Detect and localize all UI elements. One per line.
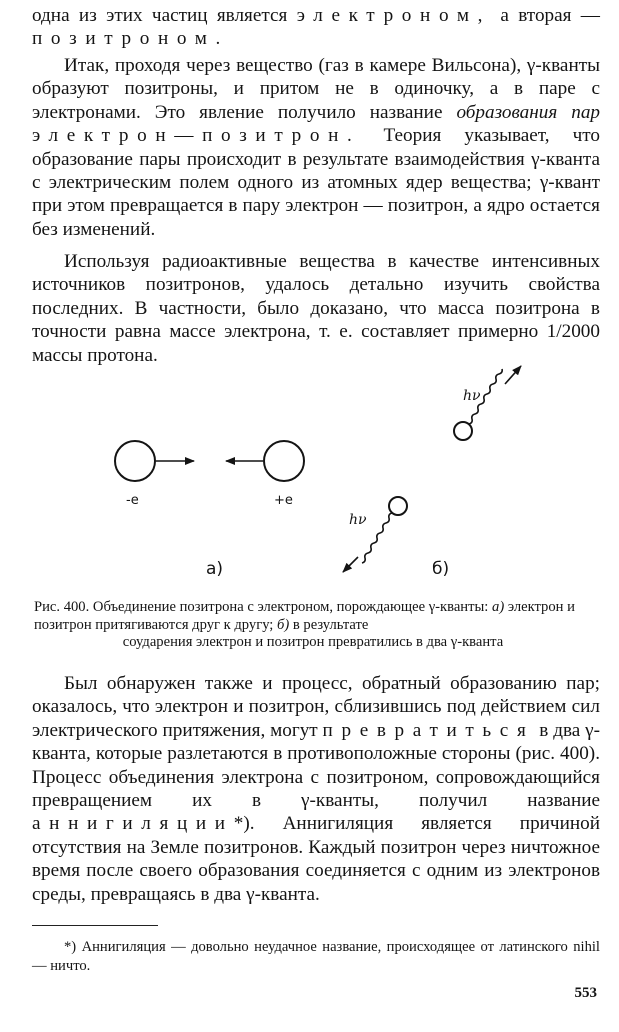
figure-part-b-label: б) (432, 559, 450, 579)
footnote (32, 938, 600, 976)
paragraph-1-spaced-word-2: позитроном. (32, 28, 229, 50)
paragraph-4-text-3: *). Аннигиляция является причиной отсутствия на Земле позитронов. Каждый позитрон через ничтожное время после своего образования соединяется с одним из электронов среды, превращаясь в два γ-кванта. (32, 813, 600, 905)
page-number: 553 (574, 985, 597, 1001)
footnote-divider (32, 925, 158, 926)
figure-part-a-label: а) (206, 559, 224, 579)
electron-circle (115, 441, 155, 481)
caption-a-text: электрон и позитрон притягиваются друг к другу; (34, 599, 575, 633)
paragraph-4-text-2: в два γ-кванта, которые разлетаются в противоположные стороны (рис. 400). Процесс объединения электрона с позитроном, сопровождающийся превращением их в γ-кванты, получил название (32, 719, 600, 812)
paragraph-2-text-1: Итак, проходя через вещество (газ в камере Вильсона), γ-кванты образуют позитроны, и притом не в одиночку, а в паре с электронами. Это явление получило название (32, 55, 600, 123)
hv-label-bottom: hν (349, 512, 367, 528)
hv-label-top: hν (463, 388, 481, 404)
gamma-arrow-top (505, 366, 521, 384)
caption-line-3: соударения электрон и позитрон превратились в два γ-кванта (122, 634, 504, 651)
caption-number: Рис. 400. (34, 599, 90, 615)
gamma-arrow-bottom (343, 557, 358, 572)
paragraph-1-spaced-word-1: электроном, (296, 5, 492, 26)
paragraph-1 (32, 4, 600, 51)
figure-caption (34, 599, 592, 652)
paragraph-2 (32, 54, 600, 241)
caption-b-marker: б) (277, 616, 290, 633)
paragraph-3-text: Используя радиоактивные вещества в качестве интенсивных источников позитронов, удалось детально изучить свойства последних. В частности, было доказано, что масса позитрона в точности равна массе электрона, т. е. составляет примерно 1/2000 массы протона. (32, 251, 600, 366)
positron-circle (264, 441, 304, 481)
electron-label: -e (126, 493, 139, 508)
caption-line-1: Объединение позитрона с электроном, порождающее γ-кванты: (92, 599, 493, 615)
caption-b-text: в результате (289, 616, 369, 633)
paragraph-2-italic-term: образования пар (456, 101, 601, 123)
caption-a-marker: а) (492, 599, 505, 615)
positron-label: +e (274, 493, 293, 508)
paragraph-4-text-1: Был обнаружен также и процесс, обратный образованию пар; оказалось, что электрон и позитрон, сблизившись под действием сил электрического притяжения, могут (32, 673, 600, 741)
footnote-text: *) Аннигиляция — довольно неудачное название, происходящее от латинского nihil — ничто. (32, 939, 600, 974)
figure-400-drawing (0, 358, 619, 598)
paragraph-4 (32, 672, 600, 906)
paragraph-1-text-mid: а вторая — (491, 5, 600, 26)
paragraph-4-spaced-word-2: аннигиляции (32, 813, 234, 835)
paragraph-4-spaced-word-1: превратиться (322, 719, 535, 741)
paragraph-3 (32, 250, 600, 367)
paragraph-2-text-2: Теория указывает, что образование пары происходит в результате взаимодействия γ-кванта с электрическим полем одного из атомных ядер вещества; γ-квант при этом превращается в пару электрон — позитрон, а ядро остается без изменений. (32, 125, 600, 240)
paragraph-2-spaced-term: электрон—позитрон. (32, 125, 361, 147)
figure-400 (0, 358, 619, 598)
paragraph-1-text-before: одна из этих частиц является (32, 5, 297, 26)
